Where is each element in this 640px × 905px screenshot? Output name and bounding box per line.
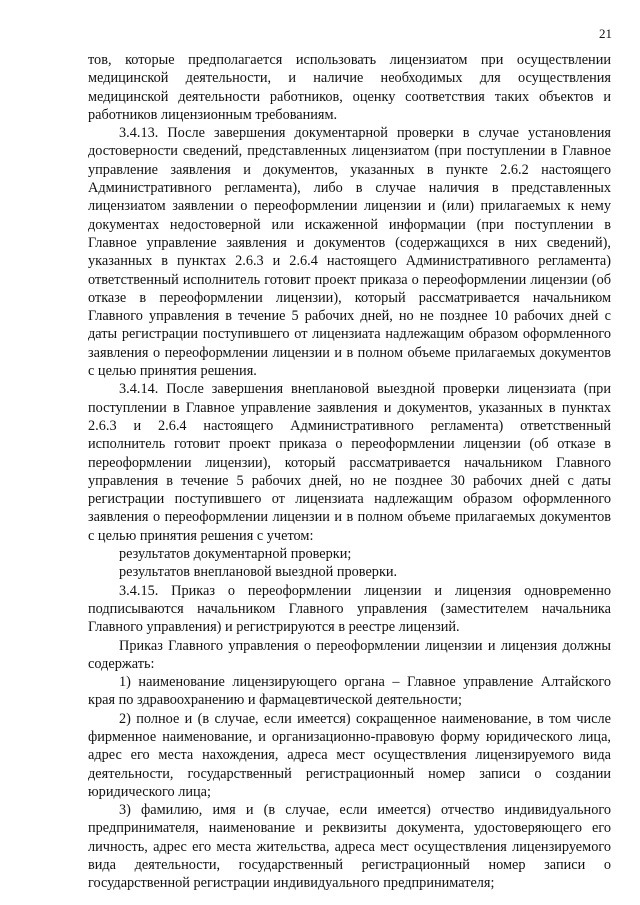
- paragraph-3-4-14: 3.4.14. После завершения внеплановой выездной проверки лицензиата (при поступлении в Главное управление заявления и документов, указанных в пунктах 2.6.3 и 2.6.4 настоящего Административного регламента) ответственный исполнитель готовит проект приказа о переоформлении лицензии (об отказе в переоформлении лицензии), который рассматривается начальником Главного управления в течение 5 рабочих дней, но не позднее 30 рабочих дней с даты регистрации поступившего от лицензиата надлежащим образом оформленного заявления о переоформлении лицензии и в полном объеме прилагаемых документов с целью принятия решения с учетом:: [88, 381, 611, 544]
- list-item-documentary-check: результатов документарной проверки;: [119, 546, 352, 563]
- page-number: 21: [599, 26, 612, 41]
- document-body: [88, 51, 611, 893]
- paragraph-3-4-13: 3.4.13. После завершения документарной проверки в случае установления достоверности сведений, представленных лицензиатом (при поступлении в Главное управление заявления и документов, указанных в пункте 2.6.2 настоящего Административного регламента), либо в случае наличия в представленных лицензиатом заявлении о переоформлении лицензии и (или) прилагаемых к нему документах недостоверной или искаженной информации (при поступлении в Главное управление заявления и документов (содержащихся в них сведений), указанных в пунктах 2.6.3 и 2.6.4 настоящего Административного регламента) ответственный исполнитель готовит проект приказа о переоформлении лицензии (об отказе в переоформлении лицензии), который рассматривается начальником Главного управления в течение 5 рабочих дней, но не позднее 10 рабочих дней с даты регистрации поступившего от лицензиата надлежащим образом оформленного заявления о переоформлении лицензии и в полном объеме прилагаемых документов с целью принятия решения.: [88, 125, 611, 380]
- list-item-onsite-check: результатов внеплановой выездной проверки.: [119, 564, 398, 581]
- paragraph-3-4-15: 3.4.15. Приказ о переоформлении лицензии и лицензия одновременно подписываются начальником Главного управления (заместителем начальника Главного управления) и регистрируются в реестре лицензий.: [88, 582, 611, 636]
- paragraph-continuation: тов, которые предполагается использовать лицензиатом при осуществлении медицинской деятельности, и наличие необходимых для осуществления медицинской деятельности работников, оценку соответствия таких объектов и работников лицензионным требованиям.: [88, 52, 611, 123]
- list-item-1: 1) наименование лицензирующего органа – Главное управление Алтайского края по здравоохранению и фармацевтической деятельности;: [88, 674, 611, 709]
- list-item-3: 3) фамилию, имя и (в случае, если имеется) отчество индивидуального предпринимателя, наименование и реквизиты документа, удостоверяющего его личность, адрес его места жительства, адреса мест осуществления лицензируемого вида деятельности, государственный регистрационный номер записи о государственной регистрации индивидуального предпринимателя;: [88, 802, 611, 892]
- paragraph-order-contents: Приказ Главного управления о переоформлении лицензии и лицензия должны содержать:: [88, 637, 611, 672]
- list-item-2: 2) полное и (в случае, если имеется) сокращенное наименование, в том числе фирменное наименование, и организационно-правовую форму юридического лица, адрес его места нахождения, адреса мест осуществления лицензируемого вида деятельности, государственный регистрационный номер записи о создании юридического лица;: [88, 710, 611, 800]
